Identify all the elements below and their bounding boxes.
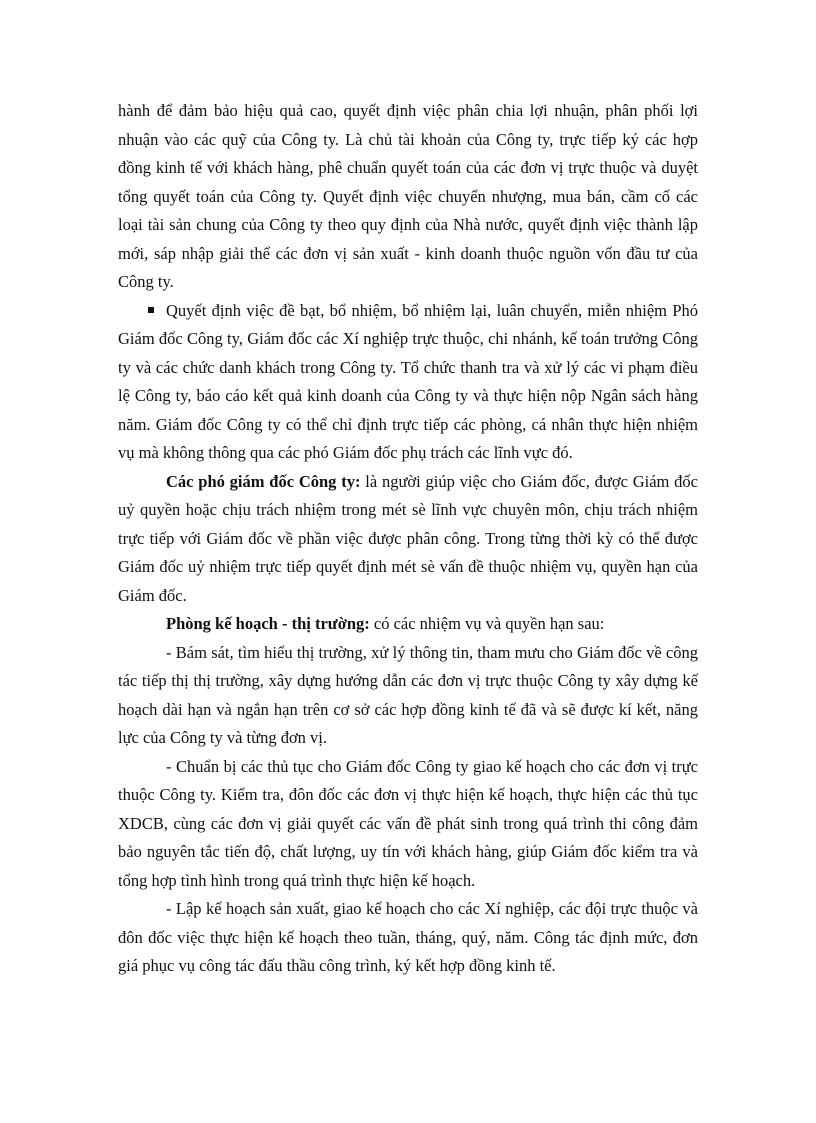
paragraph-deputy-directors xyxy=(118,468,698,611)
deputy-directors-text: là người giúp việc cho Giám đốc, được Giám đốc uỷ quyền hoặc chịu trách nhiệm trong mét sè lĩnh vực chuyên môn, chịu trách nhiệm trực tiếp với Giám đốc về phần việc được phân công. Trong từng thời kỳ có thể được Giám đốc uỷ nhiệm trực tiếp quyết định mét sè vấn đề thuộc nhiệm vụ, quyền hạn của Giám đốc. xyxy=(118,471,698,605)
paragraph-director-duties: hành để đảm bảo hiệu quả cao, quyết định việc phân chia lợi nhuận, phân phối lợi nhuận vào các quỹ của Công ty. Là chủ tài khoản của Công ty, trực tiếp ký các hợp đồng kinh tế với khách hàng, phê chuẩn quyết toán của các đơn vị trực thuộc và duyệt tổng quyết toán của Công ty. Quyết định việc chuyển nhượng, mua bán, cầm cố các loại tài sản chung của Công ty theo quy định của Nhà nước, quyết định việc thành lập mới, sáp nhập giải thể các đơn vị sản xuất - kinh doanh thuộc nguồn vốn đầu tư của Công ty. xyxy=(118,101,698,291)
document-body xyxy=(118,97,698,981)
paragraph-planning-department xyxy=(118,610,698,639)
planning-item-market: - Bám sát, tìm hiểu thị trường, xử lý thông tin, tham mưu cho Giám đốc về công tác tiếp thị thị trường, xây dựng hướng dẫn các đơn vị trực thuộc Công ty xây dựng kế hoạch dài hạn và ngắn hạn trên cơ sở các hợp đồng kinh tế đã và sẽ được kí kết, năng lực của Công ty và từng đơn vị. xyxy=(118,642,698,747)
deputy-directors-heading: Các phó giám đốc Công ty: xyxy=(166,471,361,491)
bullet-paragraph-text: Quyết định việc đề bạt, bổ nhiệm, bổ nhiệm lại, luân chuyển, miễn nhiệm Phó Giám đốc Công ty, Giám đốc các Xí nghiệp trực thuộc, chi nhánh, kế toán trưởng Công ty và các chức danh khách trong Công ty. Tổ chức thanh tra và xử lý các vi phạm điều lệ Công ty, báo cáo kết quả kinh doanh của Công ty và thực hiện nộp Ngân sách hàng năm. Giám đốc Công ty có thể chỉ định trực tiếp các phòng, cá nhân thực hiện nhiệm vụ mà không thông qua các phó Giám đốc phụ trách các lĩnh vực đó. xyxy=(118,300,698,462)
square-bullet-icon xyxy=(148,307,154,313)
planning-department-heading: Phòng kế hoạch - thị trường: xyxy=(166,614,370,633)
planning-item-production-plan: - Lập kế hoạch sản xuất, giao kế hoạch cho các Xí nghiệp, các đội trực thuộc và đôn đốc việc thực hiện kế hoạch theo tuần, tháng, quý, năm. Công tác định mức, đơn giá phục vụ công tác đấu thầu công trình, ký kết hợp đồng kinh tế. xyxy=(118,899,698,975)
planning-item-procedures: - Chuẩn bị các thủ tục cho Giám đốc Công ty giao kế hoạch cho các đơn vị trực thuộc Công ty. Kiểm tra, đôn đốc các đơn vị thực hiện kế hoạch, thực hiện các thủ tục XDCB, cùng các đơn vị giải quyết các vấn đề phát sinh trong quá trình thi công đảm bảo nguyên tắc tiến độ, chất lượng, uy tín với khách hàng, giúp Giám đốc kiểm tra và tổng hợp tình hình trong quá trình thực hiện kế hoạch. xyxy=(118,756,698,890)
bullet-paragraph-appointments xyxy=(118,297,698,468)
planning-department-text: có các nhiệm vụ và quyền hạn sau: xyxy=(369,614,605,633)
